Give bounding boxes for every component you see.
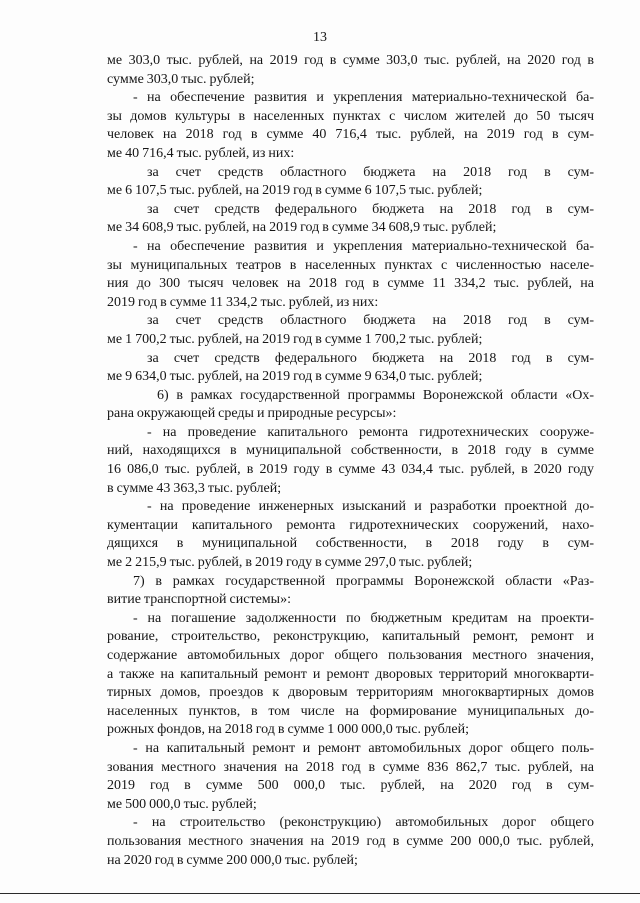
text-line: 6) в рамках государственной программы Воронежской области «Ох- [157, 387, 594, 403]
text-line: витие транспортной системы»: [107, 592, 291, 608]
text-line: - на проведение капитального ремонта гидротехнических сооруже- [147, 424, 594, 440]
text-line: зования местного значения на 2018 год в сумме 836 862,7 тыс. рублей, на [107, 759, 594, 775]
text-line: - на строительство (реконструкцию) автомобильных дорог общего [133, 815, 594, 831]
text-line: ме 9 634,0 тыс. рублей, на 2019 год в сумме 9 634,0 тыс. рублей; [107, 369, 483, 385]
text-line: дящихся в муниципальной собственности, в 2018 году в сум- [107, 536, 594, 552]
text-line: ме 303,0 тыс. рублей, на 2019 год в сумме 303,0 тыс. рублей, на 2020 год в [107, 53, 594, 68]
bottom-divider [0, 893, 640, 894]
text-line: за счет средств федерального бюджета на 2018 год в сум- [147, 350, 594, 366]
text-line: на 2020 год в сумме 200 000,0 тыс. рублей; [107, 852, 358, 868]
page-number: 13 [313, 30, 327, 45]
text-line: - на проведение инженерных изысканий и разработки проектной до- [147, 499, 594, 515]
text-line: за счет средств областного бюджета на 2018 год в сум- [147, 164, 594, 180]
text-line: рожных фондов, на 2018 год в сумме 1 000 000,0 тыс. рублей; [107, 722, 469, 738]
text-line: а также на капитальный ремонт и ремонт дворовых территорий многокварти- [107, 666, 594, 682]
text-line: ме 34 608,9 тыс. рублей, на 2019 год в сумме 34 608,9 тыс. рублей; [107, 220, 497, 236]
text-line: - на обеспечение развития и укрепления материально-технической ба- [133, 238, 594, 254]
text-line: ме 40 716,4 тыс. рублей, из них: [107, 145, 295, 161]
text-line: ния до 300 тысяч человек на 2018 год в сумме 11 334,2 тыс. рублей, на [107, 276, 594, 292]
text-line: ме 1 700,2 тыс. рублей, на 2019 год в сумме 1 700,2 тыс. рублей; [107, 331, 483, 347]
text-line: 7) в рамках государственной программы Воронежской области «Раз- [133, 573, 594, 589]
text-line: 2019 год в сумме 11 334,2 тыс. рублей, из них: [107, 294, 379, 310]
text-line: 16 086,0 тыс. рублей, в 2019 году в сумме 43 034,4 тыс. рублей, в 2020 году [107, 462, 594, 478]
text-line: содержание автомобильных дорог общего пользования местного значения, [107, 648, 594, 663]
text-line: пользования местного значения на 2019 год в сумме 200 000,0 тыс. рублей, [107, 833, 594, 849]
text-line: человек на 2018 год в сумме 40 716,4 тыс. рублей, на 2019 год в сум- [107, 127, 594, 143]
text-line: населенных пунктов, в том числе на формирование муниципальных до- [107, 703, 594, 719]
text-line: ме 2 215,9 тыс. рублей, в 2019 году в сумме 297,0 тыс. рублей; [107, 555, 473, 571]
text-line: тирных домов, проездов к дворовым территориям многоквартирных домов [107, 685, 594, 701]
body-text [107, 52, 594, 870]
text-line: ме 500 000,0 тыс. рублей; [107, 796, 257, 812]
text-line: рование, строительство, реконструкцию, капитальный ремонт, ремонт и [107, 629, 594, 645]
text-line: ме 6 107,5 тыс. рублей, на 2019 год в сумме 6 107,5 тыс. рублей; [107, 183, 483, 199]
text-line: сумме 303,0 тыс. рублей; [107, 71, 255, 87]
text-line: зы муниципальных театров в населенных пунктах с численностью населе- [107, 257, 594, 273]
text-line: кументации капитального ремонта гидротехнических сооружений, нахо- [107, 517, 594, 533]
text-line: - на капитальный ремонт и ремонт автомобильных дорог общего поль- [133, 740, 594, 756]
text-line: ний, находящихся в муниципальной собственности, в 2018 году в сумме [107, 443, 594, 459]
text-line: - на погашение задолженности по бюджетным кредитам на проекти- [133, 610, 594, 626]
text-line: 2019 год в сумме 500 000,0 тыс. рублей, на 2020 год в сум- [107, 778, 594, 794]
text-line: зы домов культуры в населенных пунктах с числом жителей до 50 тысяч [107, 108, 594, 124]
text-line: за счет средств федерального бюджета на 2018 год в сум- [147, 201, 594, 217]
text-line: в сумме 43 363,3 тыс. рублей; [107, 480, 282, 496]
text-line: рана окружающей среды и природные ресурсы»: [107, 406, 397, 422]
text-line: за счет средств областного бюджета на 2018 год в сум- [147, 313, 594, 329]
text-line: - на обеспечение развития и укрепления материально-технической ба- [133, 90, 594, 106]
